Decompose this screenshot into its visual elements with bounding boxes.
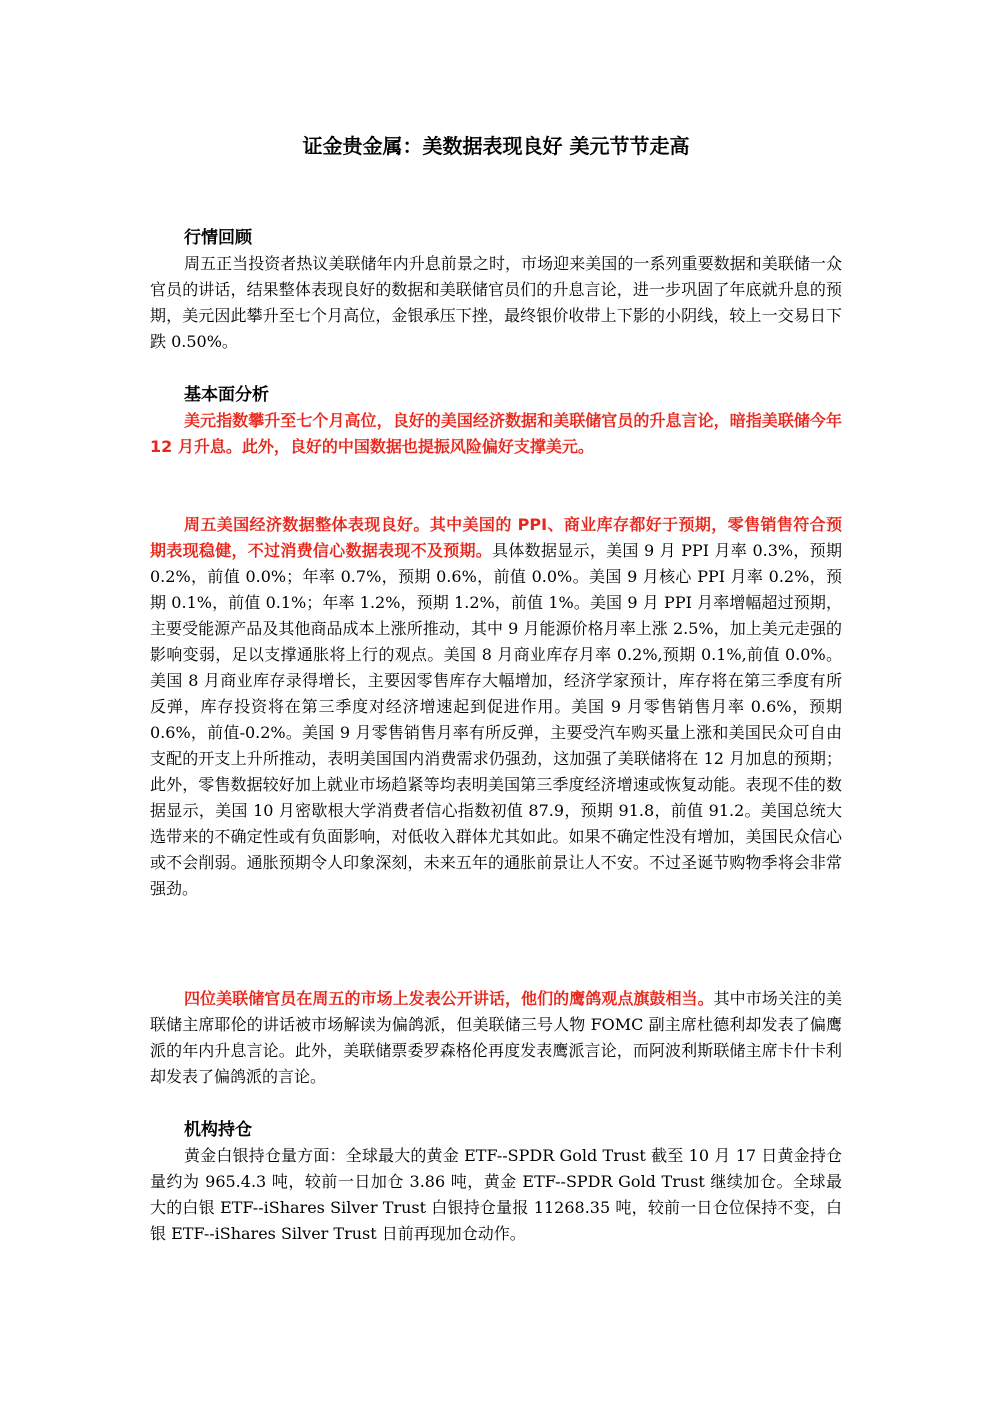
market-review-paragraph: 周五正当投资者热议美联储年内升息前景之时，市场迎来美国的一系列重要数据和美联储一众官员的讲话，结果整体表现良好的数据和美联储官员们的升息言论，进一步巩固了年底就升息的预期，美元因此攀升至七个月高位，金银承压下挫，最终银价收带上下影的小阴线，较上一交易日下跌 0.50%。 (150, 254, 842, 351)
fed-highlight: 四位美联储官员在周五的市场上发表公开讲话，他们的鹰鸽观点旗鼓相当。 (184, 989, 714, 1008)
us-data-highlight: 周五美国经济数据整体表现良好。其中美国的 PPI、商业库存都好于预期，零售销售符合预期表现稳健，不过消费信心数据表现不及预期。 (150, 515, 842, 560)
section-heading-market-review: 行情回顾 (184, 228, 252, 248)
section-fundamentals-fed (150, 986, 842, 1090)
fundamentals-paragraph-fed (150, 986, 842, 1090)
positions-paragraph: 黄金白银持仓量方面：全球最大的黄金 ETF--SPDR Gold Trust 截至 10 月 17 日黄金持仓量约为 965.4.3 吨，较前一日加仓 3.86 吨，黄金 ETF--SPDR Gold Trust 继续加仓。全球最大的白银 ETF--iShares Silver Trust 白银持仓量报 11268.35 吨，较前一日仓位保持不变，白银 ETF--iShares Silver Trust 日前再现加仓动作。 (150, 1146, 842, 1243)
us-data-body: 具体数据显示，美国 9 月 PPI 月率 0.3%，预期 0.2%，前值 0.0%；年率 0.7%，预期 0.6%，前值 0.0%。美国 9 月核心 PPI 月率 0.2%，预期 0.1%，前值 0.1%；年率 1.2%，预期 1.2%，前值 1%。美国 9 月 PPI 月率增幅超过预期，主要受能源产品及其他商品成本上涨所推动，其中 9 月能源价格月率上涨 2.5%，加上美元走强的影响变弱，足以支撑通胀将上行的观点。美国 8 月商业库存月率 0.2%,预期 0.1%,前值 0.0%。美国 8 月商业库存录得增长，主要因零售库存大幅增加，经济学家预计，库存将在第三季度有所反弹，库存投资将在第三季度对经济增速起到促进作用。美国 9 月零售销售月率 0.6%，预期 0.6%，前值-0.2%。美国 9 月零售销售月率有所反弹，主要受汽车购买量上涨和美国民众可自由支配的开支上升所推动，表明美国国内消费需求仍强劲，这加强了美联储将在 12 月加息的预期；此外，零售数据较好加上就业市场趋紧等均表明美国第三季度经济增速或恢复动能。表现不佳的数据显示，美国 10 月密歇根大学消费者信心指数初值 87.9，预期 91.8，前值 91.2。美国总统大选带来的不确定性或有负面影响，对低收入群体尤其如此。如果不确定性没有增加，美国民众信心或不会削弱。通胀预期令人印象深刻，未来五年的通胀前景让人不安。不过圣诞节购物季将会非常强劲。 (150, 541, 842, 898)
fundamentals-paragraph-usd: 美元指数攀升至七个月高位，良好的美国经济数据和美联储官员的升息言论，暗指美联储今年 12 月升息。此外，良好的中国数据也提振风险偏好支撑美元。 (150, 411, 842, 456)
section-heading-positions: 机构持仓 (184, 1120, 252, 1140)
section-heading-fundamentals: 基本面分析 (184, 385, 269, 405)
section-fundamentals (150, 382, 842, 460)
section-positions (150, 1117, 842, 1247)
section-fundamentals-data (150, 512, 842, 902)
document-title: 证金贵金属：美数据表现良好 美元节节走高 (302, 134, 690, 158)
fed-body: 其中市场关注的美联储主席耶伦的讲话被市场解读为偏鸽派，但美联储三号人物 FOMC 副主席杜德利却发表了偏鹰派的年内升息言论。此外，美联储票委罗森格伦再度发表鹰派言论，而阿波利斯联储主席卡什卡利却发表了偏鸽派的言论。 (150, 989, 842, 1086)
section-market-review (150, 225, 842, 355)
fundamentals-paragraph-us-data (150, 512, 842, 902)
